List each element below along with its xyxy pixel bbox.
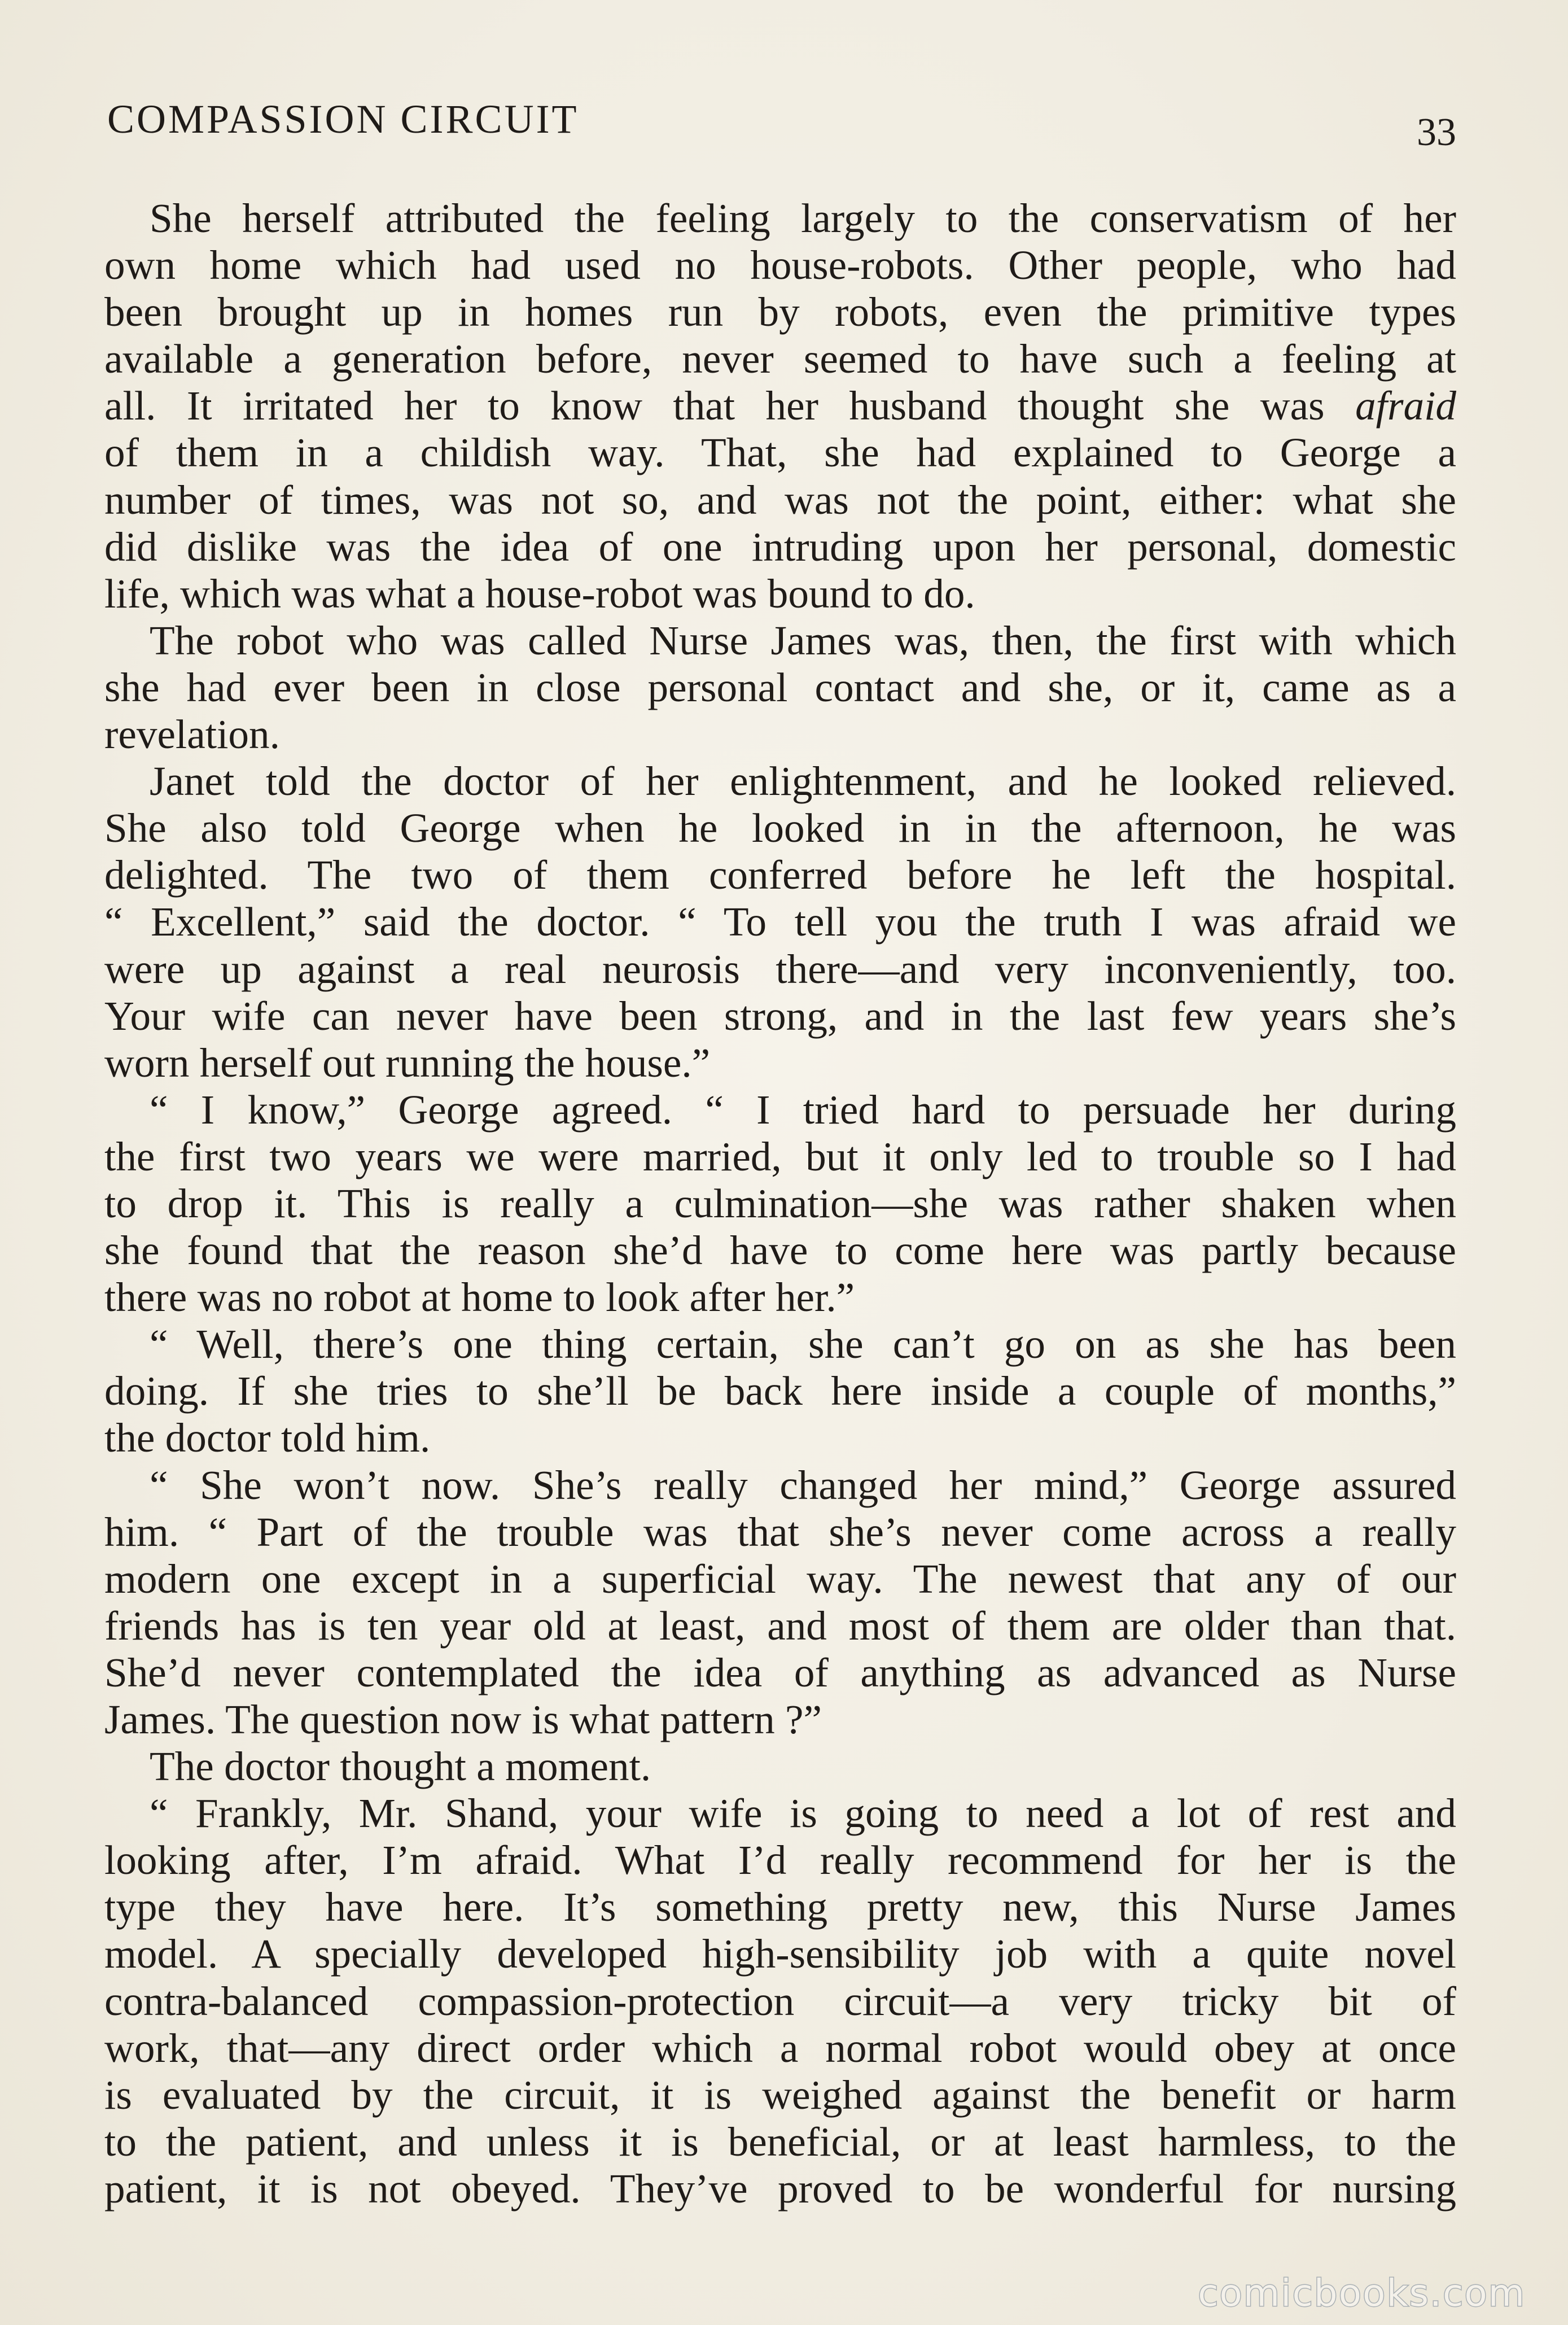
text-line: him. “ Part of the trouble was that she’s never come across a really <box>104 1509 1456 1555</box>
text-line: revelation. <box>104 711 280 758</box>
text-line: worn herself out running the house.” <box>104 1039 711 1086</box>
text-line: The doctor thought a moment. <box>150 1743 651 1790</box>
text-line: Janet told the doctor of her enlightenment, and he looked relieved. <box>150 758 1456 805</box>
text-line: patient, it is not obeyed. They’ve proved to be wonderful for nursing <box>104 2165 1456 2212</box>
text-line: doing. If she tries to she’ll be back here inside a couple of months,” <box>104 1368 1456 1414</box>
text-run: all. It irritated her to know that her husband thought she was <box>104 383 1356 429</box>
text-line: own home which had used no house-robots. Other people, who had <box>104 242 1456 289</box>
text-line: been brought up in homes run by robots, even the primitive types <box>104 289 1456 335</box>
text-line: “ She won’t now. She’s really changed her mind,” George assured <box>150 1462 1456 1508</box>
page-number: 33 <box>1417 111 1456 154</box>
text-line: Your wife can never have been strong, and in the last few years she’s <box>104 993 1456 1039</box>
text-line: modern one except in a superficial way. The newest that any of our <box>104 1555 1456 1602</box>
text-line: contra-balanced compassion-protection circuit—a very tricky bit of <box>104 1978 1456 2024</box>
text-line <box>104 382 1456 429</box>
text-line: to the patient, and unless it is beneficial, or at least harmless, to the <box>104 2118 1456 2165</box>
text-line: looking after, I’m afraid. What I’d really recommend for her is the <box>104 1837 1456 1883</box>
text-line: She also told George when he looked in in the afternoon, he was <box>104 805 1456 851</box>
watermark: comicbooks.com <box>1198 2271 1526 2315</box>
text-line: She herself attributed the feeling largely to the conservatism of her <box>150 195 1456 241</box>
text-line: “ Frankly, Mr. Shand, your wife is going to need a lot of rest and <box>150 1790 1456 1837</box>
text-line: delighted. The two of them conferred before he left the hospital. <box>104 852 1456 898</box>
text-line: James. The question now is what pattern ?” <box>104 1697 822 1742</box>
text-line: life, which was what a house-robot was bound to do. <box>104 570 975 617</box>
body-text <box>104 195 1456 2212</box>
text-line: the first two years we were married, but it only led to trouble so I had <box>104 1133 1456 1179</box>
text-line: did dislike was the idea of one intruding upon her personal, domestic <box>104 523 1456 570</box>
text-line: work, that—any direct order which a normal robot would obey at once <box>104 2025 1456 2071</box>
text-line: “ Excellent,” said the doctor. “ To tell you the truth I was afraid we <box>104 899 1456 945</box>
italic-word: afraid <box>1355 383 1456 429</box>
text-line: friends has is ten year old at least, and most of them are older than that. <box>104 1602 1456 1649</box>
text-line: were up against a real neurosis there—and very inconveniently, too. <box>104 946 1456 992</box>
text-line: available a generation before, never seemed to have such a feeling at <box>104 336 1456 382</box>
text-line: The robot who was called Nurse James was, then, the first with which <box>150 617 1456 663</box>
text-line: “ I know,” George agreed. “ I tried hard to persuade her during <box>150 1086 1456 1133</box>
text-line: the doctor told him. <box>104 1415 431 1461</box>
running-head: COMPASSION CIRCUIT <box>107 97 579 142</box>
text-line: there was no robot at home to look after her.” <box>104 1274 855 1321</box>
text-line: number of times, was not so, and was not the point, either: what she <box>104 477 1456 523</box>
text-line: “ Well, there’s one thing certain, she can’t go on as she has been <box>150 1321 1456 1367</box>
text-line: type they have here. It’s something pretty new, this Nurse James <box>104 1884 1456 1930</box>
text-line: she found that the reason she’d have to come here was partly because <box>104 1227 1456 1274</box>
text-line: she had ever been in close personal contact and she, or it, came as a <box>104 664 1456 710</box>
text-line: is evaluated by the circuit, it is weighed against the benefit or harm <box>104 2071 1456 2118</box>
text-line: model. A specially developed high-sensibility job with a quite novel <box>104 1931 1456 1977</box>
text-line: She’d never contemplated the idea of anything as advanced as Nurse <box>104 1649 1456 1695</box>
text-line: to drop it. This is really a culmination—she was rather shaken when <box>104 1180 1456 1226</box>
text-line: of them in a childish way. That, she had explained to George a <box>104 430 1456 476</box>
